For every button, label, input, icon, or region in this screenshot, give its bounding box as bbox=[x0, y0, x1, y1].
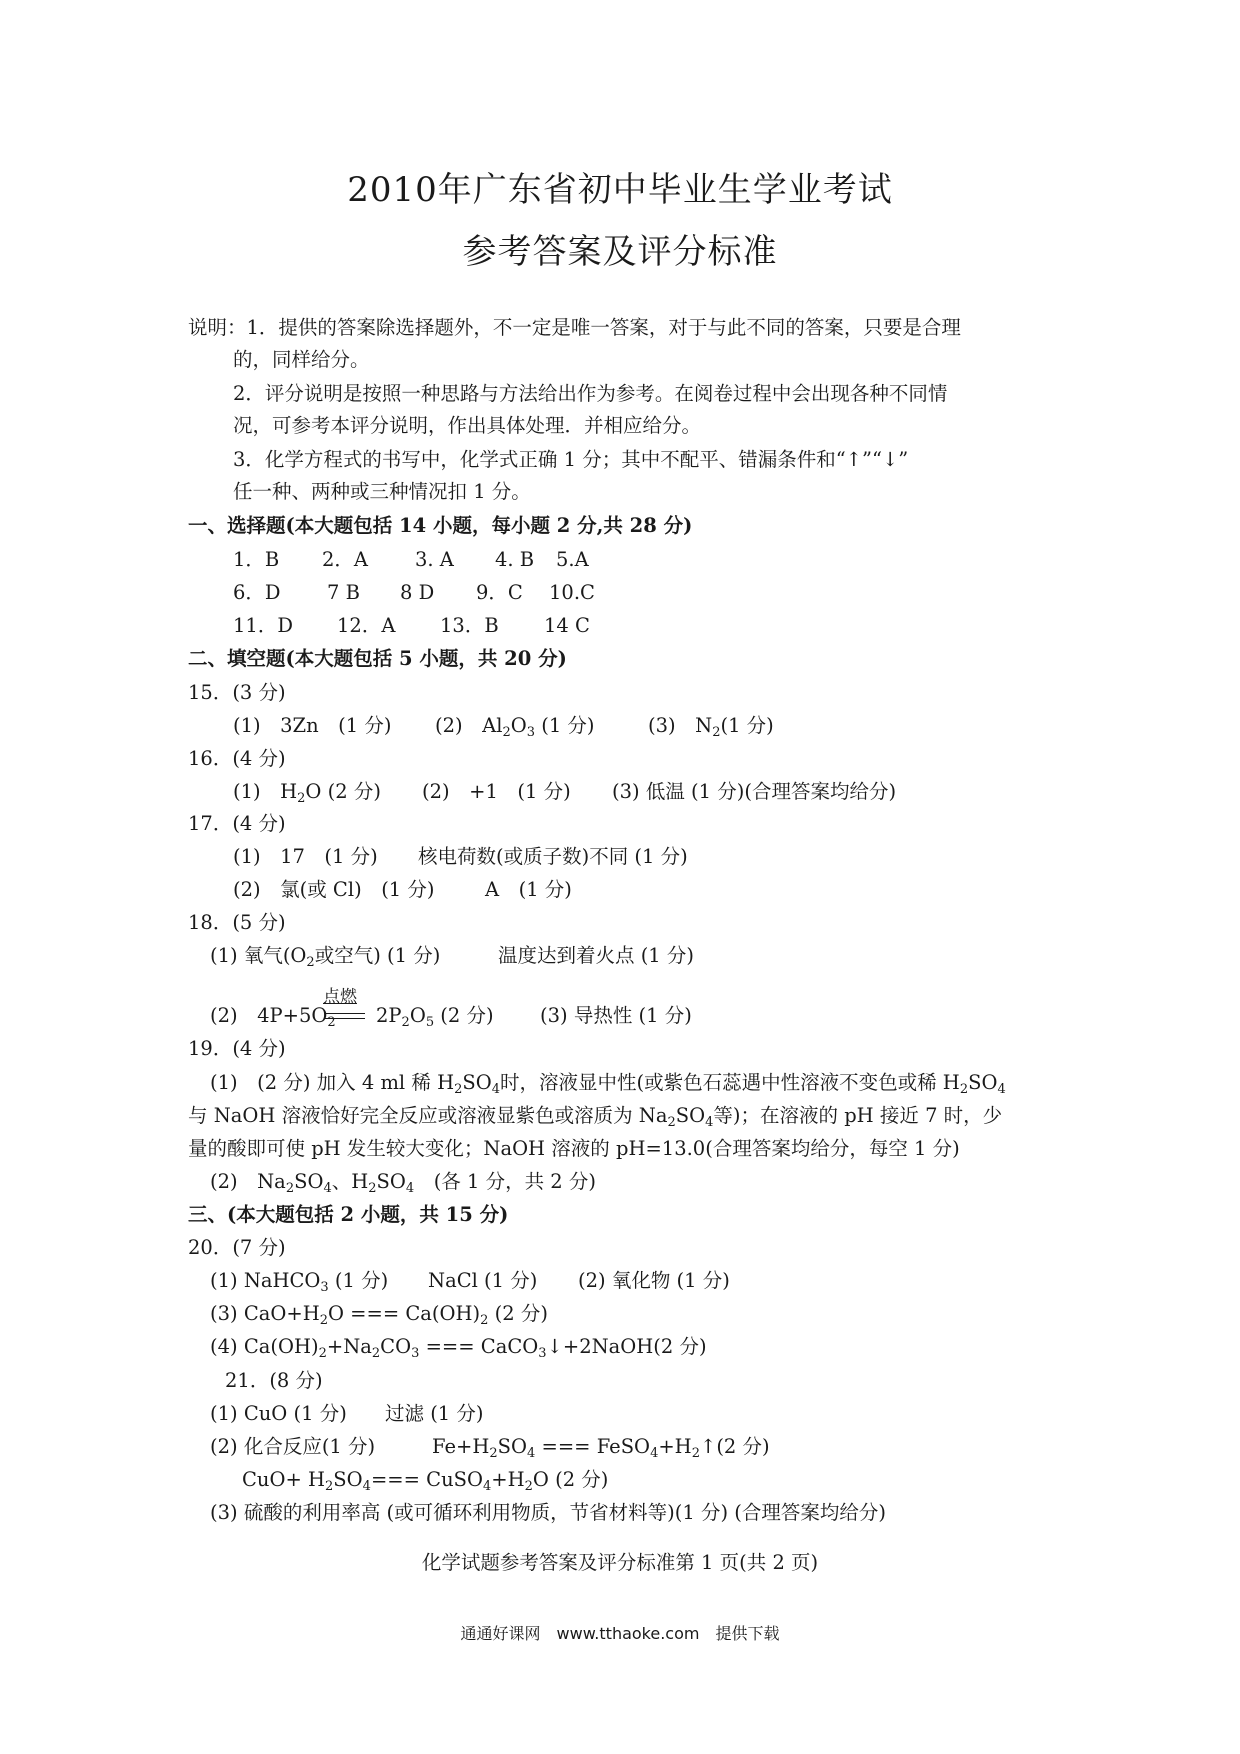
q19-line-4: (2) $Na_2SO_4$、$H_2SO_4$ (各 1 分，共 2 分) bbox=[210, 1170, 597, 1196]
q15-answer-3: (3) $N_2(1$ 分) bbox=[648, 714, 774, 740]
q16-answer-3: (3) 低温 (1 分)(合理答案均给分) bbox=[612, 780, 897, 803]
answer-4: 4. B bbox=[495, 548, 535, 571]
q15-answer-1: (1) 3Zn (1 分) bbox=[233, 714, 392, 737]
answer-1: 1．B bbox=[233, 548, 280, 571]
reaction-condition-ignite: 点燃 bbox=[323, 987, 357, 1007]
q20-line-3: (4) $Ca(OH)_2+Na_2CO_3$ === CaCO$_3$↓+2NaOH(2 分) bbox=[210, 1335, 707, 1361]
q19-line-3: 量的酸即可使 pH 发生较大变化；NaOH 溶液的 pH=13.0(合理答案均给分，每空 1 分) bbox=[188, 1137, 960, 1160]
answer-6: 6．D bbox=[233, 581, 281, 604]
q21-line-3: $CuO+ H_2SO_4===$ $CuSO_4+H_2O$ (2 分) bbox=[242, 1468, 609, 1494]
q19-heading: 19．(4 分) bbox=[188, 1037, 286, 1060]
q20-heading: 20．(7 分) bbox=[188, 1236, 286, 1259]
note-1-line-2: 的，同样给分。 bbox=[233, 348, 370, 371]
q17-heading: 17．(4 分) bbox=[188, 812, 286, 835]
q18-line-1-c: 温度达到着火点 (1 分) bbox=[498, 944, 695, 967]
answer-8: 8 D bbox=[400, 581, 435, 604]
q21-heading: 21．(8 分) bbox=[225, 1369, 323, 1392]
q17-line-1-b: 核电荷数(或质子数)不同 (1 分) bbox=[418, 845, 688, 868]
q19-line-2: 与 NaOH 溶液恰好完全反应或溶液显紫色或溶质为 $Na_2SO_4$等)；在溶液的 pH 接近 7 时，少 bbox=[188, 1104, 1003, 1130]
note-2-line-2: 况，可参考本评分说明，作出具体处理．并相应给分。 bbox=[233, 414, 702, 437]
q20-line-1-c: NaCl (1 分) bbox=[428, 1269, 538, 1292]
q15-answer-2: (2) $Al_2O_3$ (1 分) bbox=[435, 714, 595, 740]
section-1-heading: 一、选择题(本大题包括 14 小题，每小题 2 分,共 28 分) bbox=[188, 514, 693, 537]
note-3-line-1: 3．化学方程式的书写中，化学式正确 1 分；其中不配平、错漏条件和“↑”“↓” bbox=[233, 448, 909, 471]
note-2-line-1: 2．评分说明是按照一种思路与方法给出作为参考。在阅卷过程中会出现各种不同情 bbox=[233, 382, 948, 405]
q20-line-2: (3) $CaO+H_2O$ === $Ca(OH)_2$ (2 分) bbox=[210, 1302, 548, 1328]
source-footer: 通通好课网 www.tthaoke.com 提供下载 bbox=[460, 1624, 780, 1643]
q21-line-2-a: (2) 化合反应(1 分) bbox=[210, 1435, 376, 1458]
q16-answer-1: (1) $H_2O$ (2 分) bbox=[233, 780, 381, 806]
q17-line-2-b: A (1 分) bbox=[485, 878, 572, 901]
document-subtitle: 参考答案及评分标准 bbox=[462, 232, 778, 272]
section-2-heading: 二、填空题(本大题包括 5 小题，共 20 分) bbox=[188, 647, 567, 670]
q21-line-1-a: (1) CuO (1 分) bbox=[210, 1402, 347, 1425]
section-3-heading: 三、(本大题包括 2 小题，共 15 分) bbox=[188, 1203, 509, 1226]
q21-line-4: (3) 硫酸的利用率高 (或可循环利用物质，节省材料等)(1 分) (合理答案均给分) bbox=[210, 1501, 886, 1524]
answer-5: 5.A bbox=[556, 548, 589, 571]
q15-heading: 15．(3 分) bbox=[188, 681, 286, 704]
q19-line-1: (1) (2 分) 加入 4 ml 稀 $H_2SO_4$时，溶液显中性(或紫色石蕊遇中性溶液不变色或稀 $H_2SO_4$ bbox=[210, 1071, 1006, 1097]
answer-2: 2．A bbox=[322, 548, 368, 571]
q16-heading: 16．(4 分) bbox=[188, 747, 286, 770]
answer-11: 11．D bbox=[233, 614, 293, 637]
note-1-line-1: 说明：1．提供的答案除选择题外，不一定是唯一答案，对于与此不同的答案，只要是合理 bbox=[188, 316, 961, 339]
q18-line-1-a: (1) 氧气($O_2$或空气) (1 分) bbox=[210, 944, 441, 970]
q21-line-1-b: 过滤 (1 分) bbox=[385, 1402, 484, 1425]
q18-line-2-equation-left: (2) $4P+5O_2$ bbox=[210, 1004, 336, 1030]
q18-line-2-e: (3) 导热性 (1 分) bbox=[540, 1004, 692, 1027]
answer-13: 13．B bbox=[440, 614, 499, 637]
page-number-footer: 化学试题参考答案及评分标准第 1 页(共 2 页) bbox=[421, 1551, 819, 1574]
answer-3: 3. A bbox=[415, 548, 454, 571]
q17-line-1-a: (1) 17 (1 分) bbox=[233, 845, 378, 868]
document-title: 2010年广东省初中毕业生学业考试 bbox=[347, 170, 893, 210]
answer-9: 9．C bbox=[476, 581, 523, 604]
answer-10: 10.C bbox=[549, 581, 595, 604]
answer-7: 7 B bbox=[327, 581, 360, 604]
q16-answer-2: (2) +1 (1 分) bbox=[422, 780, 571, 803]
q17-line-2-a: (2) 氯(或 Cl) (1 分) bbox=[233, 878, 435, 901]
q18-line-2-equation-right: $2P_2O_5$ (2 分) bbox=[376, 1004, 494, 1030]
q20-line-1-d: (2) 氧化物 (1 分) bbox=[578, 1269, 730, 1292]
answer-12: 12．A bbox=[337, 614, 396, 637]
q21-line-2-b: $Fe+H_2SO_4$ === $FeSO_4+H_2↑(2$ 分) bbox=[432, 1435, 770, 1461]
note-3-line-2: 任一种、两种或三种情况扣 1 分。 bbox=[233, 480, 531, 503]
q20-line-1-a: (1) NaHCO$_3$ (1 分) bbox=[210, 1269, 389, 1295]
q18-heading: 18．(5 分) bbox=[188, 911, 286, 934]
answer-14: 14 C bbox=[544, 614, 590, 637]
